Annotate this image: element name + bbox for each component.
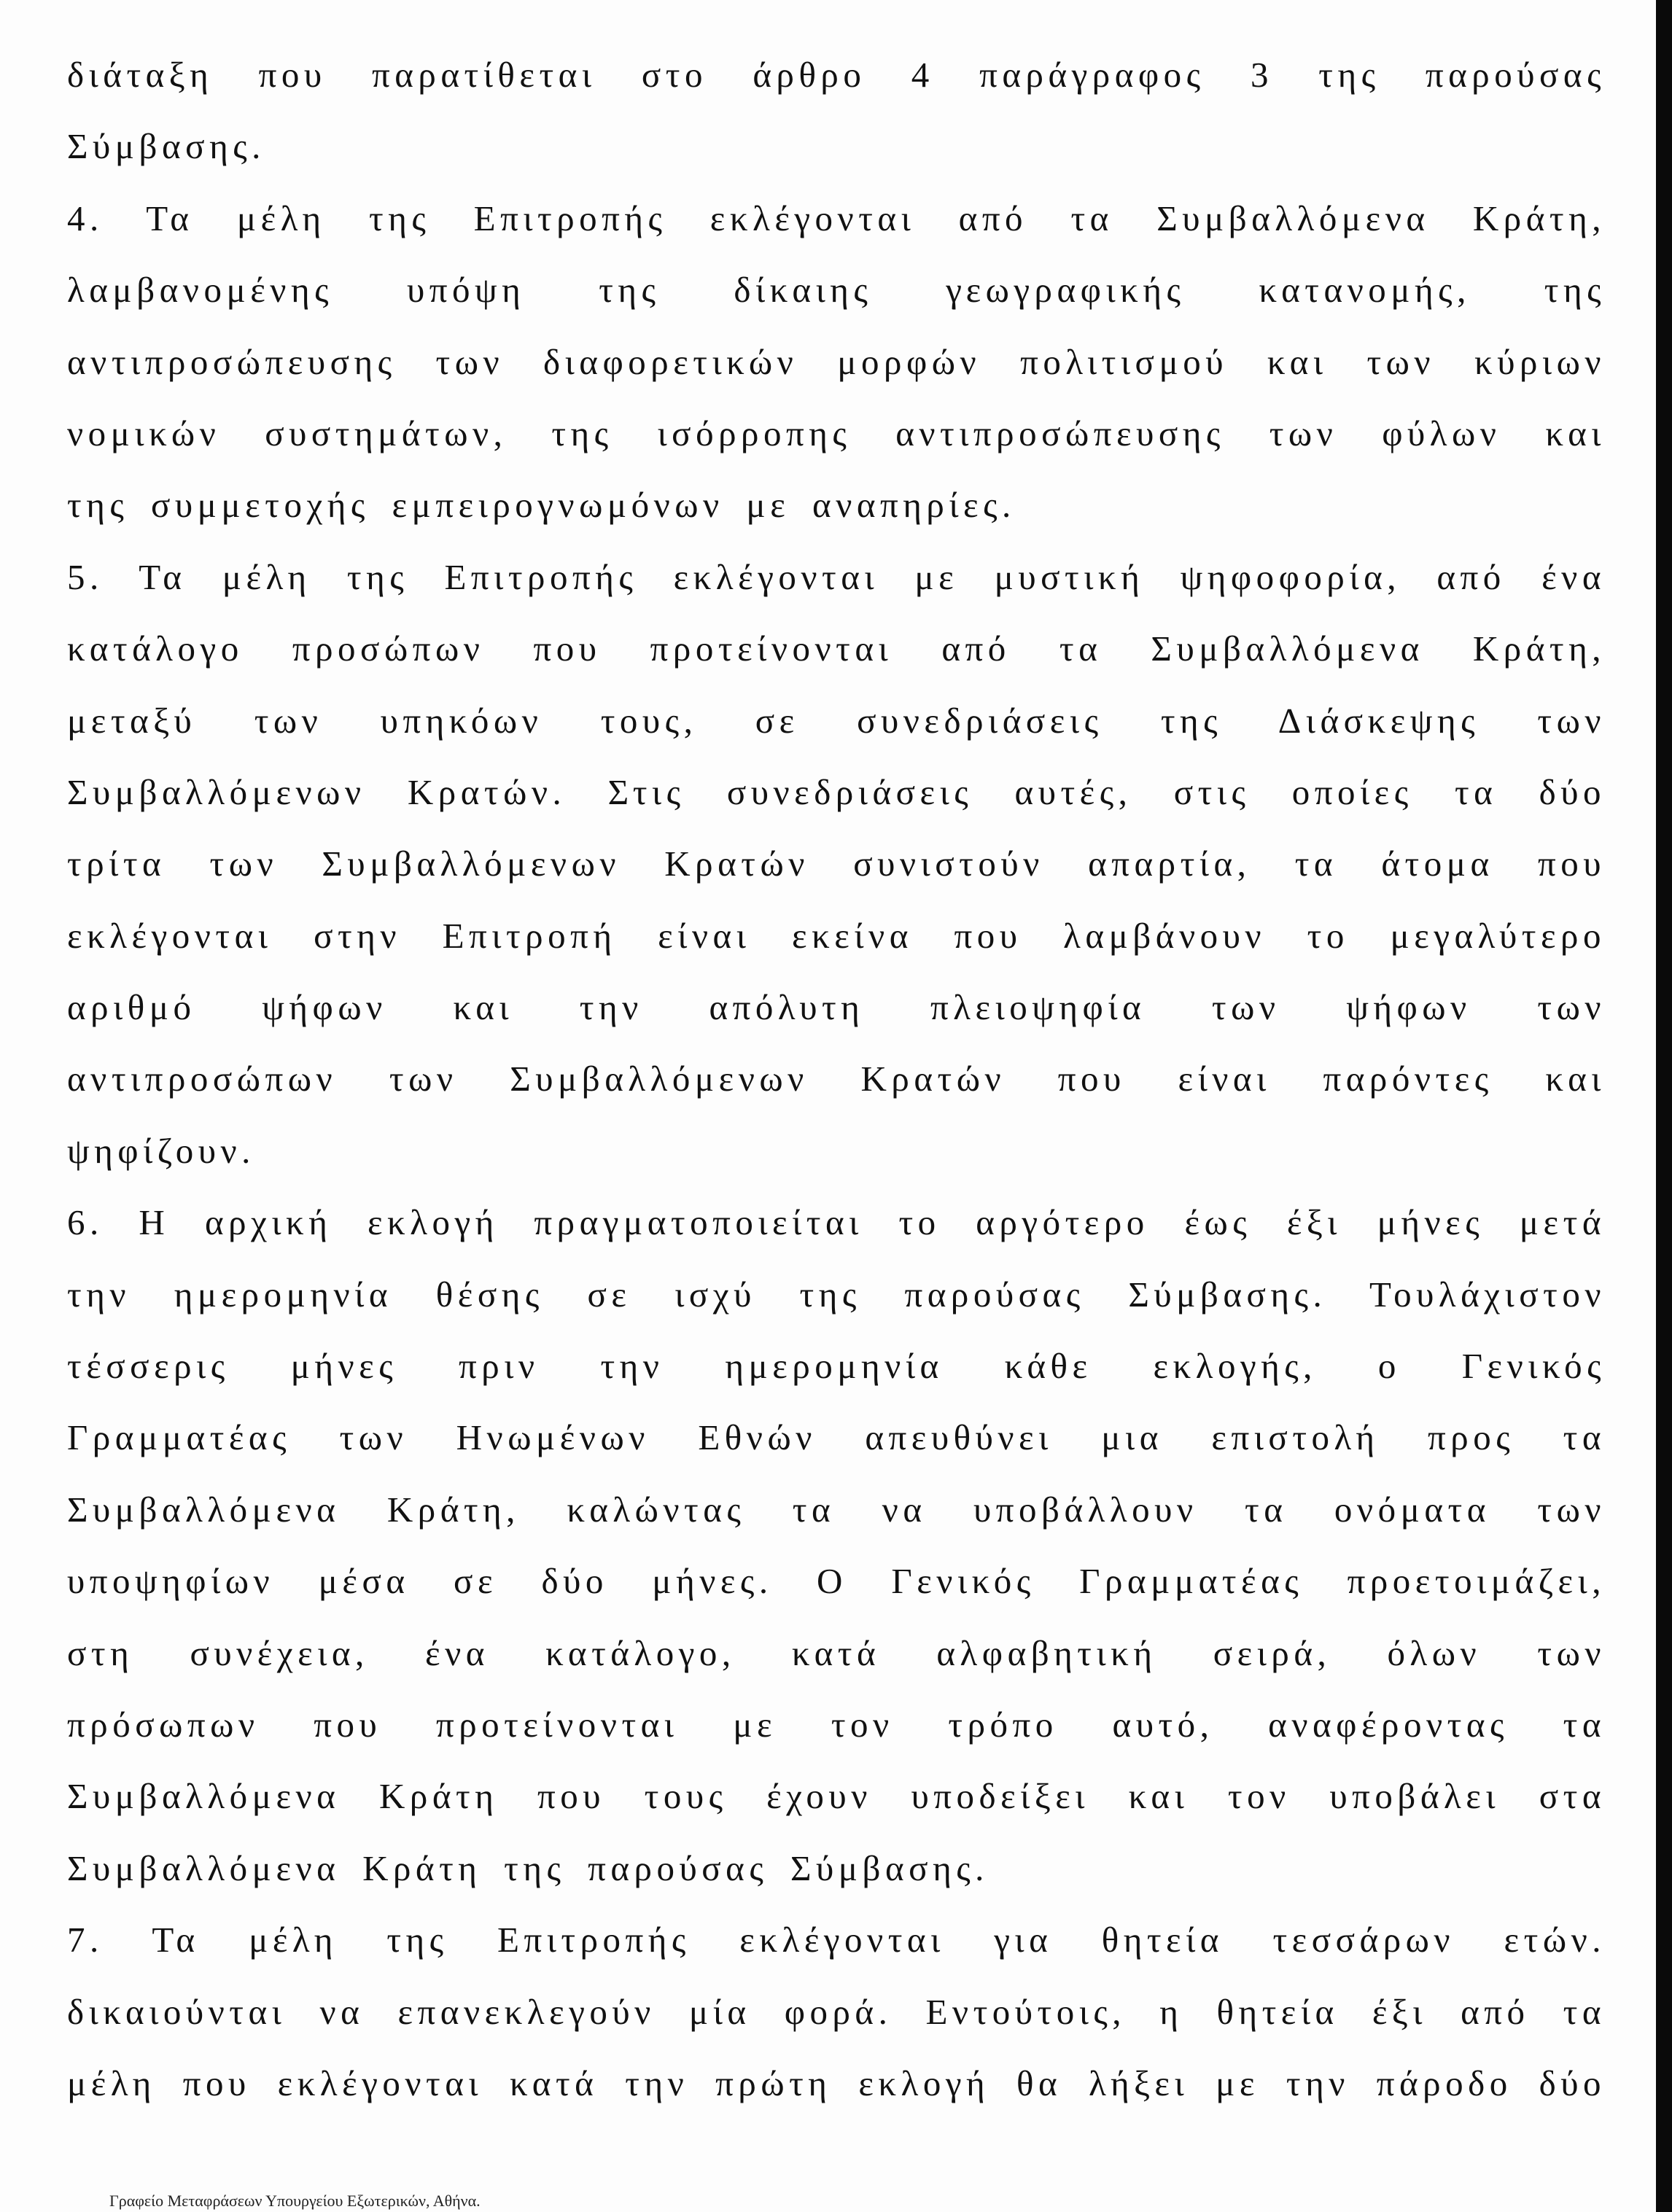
text-line: Σύμβασης. <box>67 126 265 167</box>
text-line: πρόσωπων που προτείνονται με τον τρόπο αυτό, αναφέροντας τα <box>67 1704 1606 1745</box>
text-line: εκλέγονται στην Επιτροπή είναι εκείνα που λαμβάνουν το μεγαλύτερο <box>67 915 1606 956</box>
scan-edge-border <box>1656 0 1672 2212</box>
text-line: αντιπροσώπων των Συμβαλλόμενων Κρατών που είναι παρόντες και <box>67 1059 1606 1099</box>
text-line: 5. Τα μέλη της Επιτροπής εκλέγονται με μυστική ψηφοφορία, από ένα <box>67 556 1606 597</box>
text-line: ψηφίζουν. <box>67 1130 255 1171</box>
text-line: 7. Τα μέλη της Επιτροπής εκλέγονται για θητεία τεσσάρων ετών. <box>67 1920 1606 1960</box>
text-line: αντιπροσώπευσης των διαφορετικών μορφών πολιτισμού και των κύριων <box>67 341 1606 382</box>
body-text <box>67 39 1606 2119</box>
text-line: Συμβαλλόμενα Κράτη της παρούσας Σύμβασης. <box>67 1847 989 1888</box>
text-line: τέσσερις μήνες πριν την ημερομηνία κάθε εκλογής, ο Γενικός <box>67 1346 1606 1387</box>
text-line: μέλη που εκλέγονται κατά την πρώτη εκλογή θα λήξει με την πάροδο δύο <box>67 2063 1606 2103</box>
text-line: υποψηφίων μέσα σε δύο μήνες. Ο Γενικός Γραμματέας προετοιμάζει, <box>67 1561 1606 1602</box>
text-line: την ημερομηνία θέσης σε ισχύ της παρούσας Σύμβασης. Τουλάχιστον <box>67 1274 1606 1315</box>
text-line: δικαιούνται να επανεκλεγούν μία φορά. Εντούτοις, η θητεία έξι από τα <box>67 1991 1606 2032</box>
text-line: Συμβαλλόμενα Κράτη, καλώντας τα να υποβάλλουν τα ονόματα των <box>67 1489 1606 1530</box>
text-line: αριθμό ψήφων και την απόλυτη πλειοψηφία των ψήφων των <box>67 987 1606 1028</box>
text-line: λαμβανομένης υπόψη της δίκαιης γεωγραφικής κατανομής, της <box>67 270 1606 311</box>
text-line: Συμβαλλόμενων Κρατών. Στις συνεδριάσεις αυτές, στις οποίες τα δύο <box>67 771 1606 812</box>
text-line: μεταξύ των υπηκόων τους, σε συνεδριάσεις της Διάσκεψης των <box>67 700 1606 741</box>
text-line: της συμμετοχής εμπειρογνωμόνων με αναπηρίες. <box>67 485 1016 526</box>
text-line: τρίτα των Συμβαλλόμενων Κρατών συνιστούν απαρτία, τα άτομα που <box>67 844 1606 884</box>
text-line: 4. Τα μέλη της Επιτροπής εκλέγονται από τα Συμβαλλόμενα Κράτη, <box>67 198 1606 238</box>
text-line: νομικών συστημάτων, της ισόρροπης αντιπροσώπευσης των φύλων και <box>67 413 1606 453</box>
text-line: 6. Η αρχική εκλογή πραγματοποιείται το αργότερο έως έξι μήνες μετά <box>67 1202 1606 1243</box>
text-line: διάταξη που παρατίθεται στο άρθρο 4 παράγραφος 3 της παρούσας <box>67 55 1606 95</box>
footer-note: Γραφείο Μεταφράσεων Υπουργείου Εξωτερικών, Αθήνα. <box>109 2192 481 2210</box>
text-line: κατάλογο προσώπων που προτείνονται από τα Συμβαλλόμενα Κράτη, <box>67 628 1606 669</box>
text-line: Συμβαλλόμενα Κράτη που τους έχουν υποδείξει και τον υποβάλει στα <box>67 1776 1606 1817</box>
text-line: Γραμματέας των Ηνωμένων Εθνών απευθύνει μια επιστολή προς τα <box>67 1417 1606 1458</box>
text-line: στη συνέχεια, ένα κατάλογο, κατά αλφαβητική σειρά, όλων των <box>67 1632 1606 1673</box>
